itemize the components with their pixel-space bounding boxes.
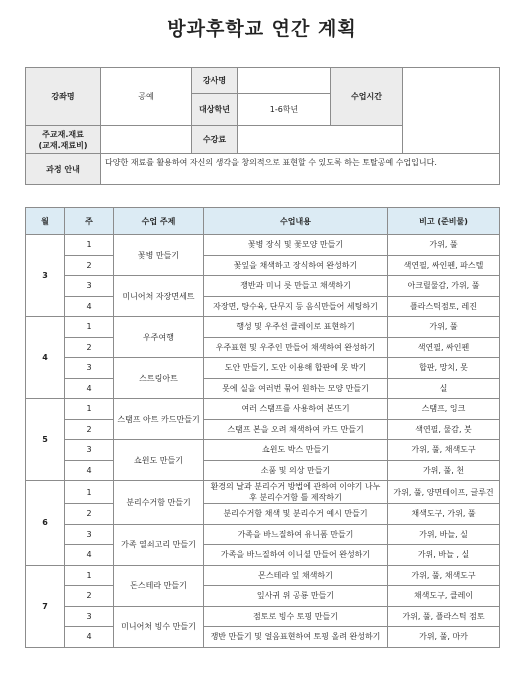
week-cell: 3 [65, 440, 114, 461]
week-cell: 1 [65, 399, 114, 420]
schedule-row [26, 481, 500, 504]
topic-cell: 분리수거함 만들기 [114, 481, 204, 525]
material-value [101, 126, 192, 154]
material-label-line2: (교재.재료비) [38, 140, 88, 150]
week-cell: 2 [65, 504, 114, 525]
topic-cell: 돈스테라 만들기 [114, 565, 204, 606]
month-cell: 3 [26, 235, 65, 317]
week-cell: 2 [65, 419, 114, 440]
note-cell: 가위, 바늘, 실 [388, 524, 500, 545]
note-cell: 가위, 풀, 양면테이프, 글루건 [388, 481, 500, 504]
week-cell: 1 [65, 565, 114, 586]
note-cell: 실 [388, 378, 500, 399]
schedule-row [26, 399, 500, 420]
header-topic: 수업 주제 [114, 208, 204, 235]
note-cell: 가위, 풀, 천 [388, 460, 500, 481]
course-guide-text: 다양한 재료를 활용하여 자신의 생각을 창의적으로 표현할 수 있도록 하는 토탈공예 수업입니다. [101, 154, 500, 185]
week-cell: 4 [65, 460, 114, 481]
schedule-row [26, 337, 500, 358]
schedule-header-row [26, 208, 500, 235]
topic-cell: 가족 열쇠고리 만들기 [114, 524, 204, 565]
content-cell: 쟁반과 미니 릇 만들고 채색하기 [204, 276, 388, 297]
note-cell: 색연필, 물감, 붓 [388, 419, 500, 440]
schedule-row [26, 276, 500, 297]
content-cell: 쟁반 만들기 및 얼음표현하여 토핑 올려 완성하기 [204, 627, 388, 648]
week-cell: 4 [65, 545, 114, 566]
course-guide-label: 과정 안내 [26, 154, 101, 185]
schedule-row [26, 317, 500, 338]
header-content: 수업내용 [204, 208, 388, 235]
month-cell: 6 [26, 481, 65, 566]
material-label-line1: 주교재.재료 [42, 129, 84, 139]
schedule-row [26, 460, 500, 481]
schedule-body [26, 208, 500, 648]
week-cell: 3 [65, 358, 114, 379]
content-cell: 가족을 바느질하여 유니폼 만들기 [204, 524, 388, 545]
content-cell: 가족을 바느질하여 이니셜 만들어 완성하기 [204, 545, 388, 566]
schedule-row [26, 504, 500, 525]
schedule-row [26, 235, 500, 256]
header-month: 월 [26, 208, 65, 235]
topic-cell: 우주여행 [114, 317, 204, 358]
content-cell: 못에 실을 여러번 묶어 원하는 모양 만들기 [204, 378, 388, 399]
note-cell: 스탬프, 잉크 [388, 399, 500, 420]
topic-cell: 미니어처 자장면세트 [114, 276, 204, 317]
content-cell: 몬스테라 잎 채색하기 [204, 565, 388, 586]
fee-label: 수강료 [192, 126, 238, 154]
topic-cell: 꽃병 만들기 [114, 235, 204, 276]
content-cell: 도안 만들기, 도안 이용해 합판에 못 박기 [204, 358, 388, 379]
class-time-value [403, 68, 500, 154]
content-cell: 자장면, 탕수육, 단무지 등 음식만들어 세팅하기 [204, 296, 388, 317]
schedule-row [26, 565, 500, 586]
schedule-row [26, 358, 500, 379]
content-cell: 꽃병 장식 및 꽃모양 만들기 [204, 235, 388, 256]
month-cell: 4 [26, 317, 65, 399]
note-cell: 색연필, 싸인펜 [388, 337, 500, 358]
content-cell: 행성 및 우주선 클레이로 표현하기 [204, 317, 388, 338]
week-cell: 1 [65, 235, 114, 256]
week-cell: 3 [65, 524, 114, 545]
course-name-label: 강좌명 [26, 68, 101, 126]
schedule-row [26, 296, 500, 317]
topic-cell: 스트링아트 [114, 358, 204, 399]
week-cell: 2 [65, 255, 114, 276]
note-cell: 가위, 풀, 채색도구 [388, 440, 500, 461]
header-note: 비고 (준비물) [388, 208, 500, 235]
note-cell: 합판, 망치, 못 [388, 358, 500, 379]
content-cell: 점토로 빙수 토핑 만들기 [204, 606, 388, 627]
schedule-table [25, 207, 500, 648]
class-time-label: 수업시간 [331, 68, 403, 126]
topic-cell: 스탬프 아트 카드만들기 [114, 399, 204, 440]
note-cell: 가위, 풀 [388, 317, 500, 338]
note-cell: 색연필, 싸인펜, 파스텔 [388, 255, 500, 276]
week-cell: 1 [65, 481, 114, 504]
content-cell: 쇼윈도 박스 만들기 [204, 440, 388, 461]
week-cell: 2 [65, 586, 114, 607]
target-grade-value: 1-6학년 [238, 94, 331, 126]
schedule-row [26, 419, 500, 440]
teacher-value [238, 68, 331, 94]
week-cell: 3 [65, 606, 114, 627]
content-cell: 꽃잎을 채색하고 장식하여 완성하기 [204, 255, 388, 276]
note-cell: 가위, 바늘 , 실 [388, 545, 500, 566]
schedule-row [26, 606, 500, 627]
content-cell: 환경의 날과 분리수거 방법에 관하여 이야기 나누 후 분리수거함 틀 제작하기 [204, 481, 388, 504]
course-info-table [25, 67, 500, 185]
content-cell: 여러 스탬프를 사용하여 본뜨기 [204, 399, 388, 420]
target-grade-label: 대상학년 [192, 94, 238, 126]
week-cell: 4 [65, 378, 114, 399]
week-cell: 1 [65, 317, 114, 338]
schedule-row [26, 378, 500, 399]
content-cell: 분리수거함 채색 및 분리수거 예시 만들기 [204, 504, 388, 525]
note-cell: 가위, 풀 [388, 235, 500, 256]
material-label [26, 126, 101, 154]
schedule-row [26, 586, 500, 607]
note-cell: 채색도구, 가위, 풀 [388, 504, 500, 525]
note-cell: 가위, 풀, 마카 [388, 627, 500, 648]
content-cell: 우주표현 및 우주인 만들어 채색하여 완성하기 [204, 337, 388, 358]
week-cell: 3 [65, 276, 114, 297]
header-week: 주 [65, 208, 114, 235]
topic-cell: 쇼윈도 만들기 [114, 440, 204, 481]
note-cell: 아크릴물감, 가위, 풀 [388, 276, 500, 297]
schedule-row [26, 440, 500, 461]
schedule-row [26, 255, 500, 276]
course-name-value: 공예 [101, 68, 192, 126]
page-title: 방과후학교 연간 계획 [167, 18, 357, 40]
note-cell: 플라스틱점토, 레진 [388, 296, 500, 317]
topic-cell: 미니어처 빙수 만들기 [114, 606, 204, 647]
note-cell: 채색도구, 클레이 [388, 586, 500, 607]
month-cell: 7 [26, 565, 65, 647]
content-cell: 소품 및 의상 만들기 [204, 460, 388, 481]
fee-value [238, 126, 403, 154]
week-cell: 4 [65, 296, 114, 317]
note-cell: 가위, 풀, 플라스틱 점토 [388, 606, 500, 627]
teacher-label: 강사명 [192, 68, 238, 94]
week-cell: 2 [65, 337, 114, 358]
schedule-row [26, 545, 500, 566]
schedule-row [26, 627, 500, 648]
schedule-row [26, 524, 500, 545]
week-cell: 4 [65, 627, 114, 648]
note-cell: 가위, 풀, 채색도구 [388, 565, 500, 586]
content-cell: 잎사귀 위 공룡 만들기 [204, 586, 388, 607]
month-cell: 5 [26, 399, 65, 481]
content-cell: 스탬프 본을 오려 채색하여 카드 만들기 [204, 419, 388, 440]
